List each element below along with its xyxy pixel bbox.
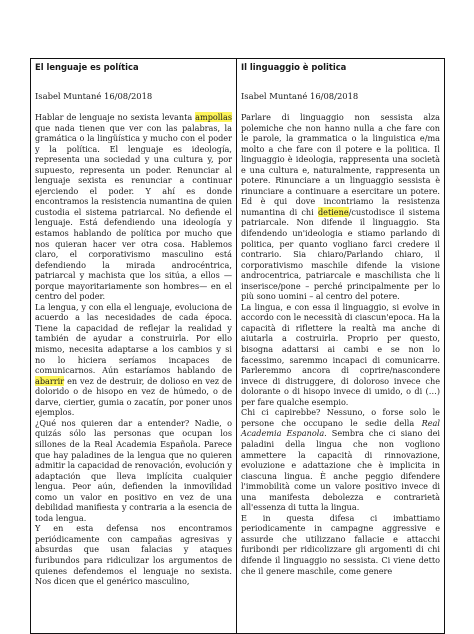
italian-title: Il linguaggio è politica [241, 62, 347, 72]
body-text: ¿Qué nos quieren dar a entender? Nadie, o quizás sólo las personas que ocupan los sillones de la Real Academia Española. Parece que hay paladines de la lengua que no quieren admitir la capacidad de renovación, evolución y adaptación que lleva implícita cualquier lengua. Peor aún, defienden la inmovilidad como un valor en positivo en vez de una debilidad manifiesta y contraria a la esencia de toda lengua. [35, 417, 232, 523]
body-text: E in questa difesa ci imbattiamo periodicamente in campagne aggressive e assurde che utilizzano fallacie e attacchi furibondi per ridicolizzare gli argomenti di chi difende il linguaggio no sessista. Ci viene detto che il genere maschile, come genere [241, 512, 440, 576]
body-text: que nada tienen que ver con las palabras, la gramática o la lingüística y mucho con el poder y la política. El lenguaje es ideología, representa una sociedad y una cultura y, por supuesto, representa un poder. Renunciar al lenguaje sexista es renunciar a continuar ejerciendo el poder. Y ahí es donde encontramos la resistencia numantina de quien custodia el sistema patriarcal. No defiende el lenguaje. Está defendiendo una ideología y estamos hablando de política por mucho que nos quieran hacer ver otra cosa. Hablemos claro, el corporativismo masculino está defendiendo la mirada androcéntrica, patriarcal y machista que los sitúa, a ellos — porque mayoritariamente son hombres— en el centro del poder. [35, 122, 232, 302]
body-text: Chi ci capirebbe? Nessuno, o forse solo le persone che occupano le sedie della [241, 407, 440, 428]
body-text: en vez de destruir, de dolioso en vez de dolorido o de hisopo en vez de húmedo, o de darve, ciertier, gumia o zacatín, por poner unos ejemplos. [35, 375, 232, 418]
italic-text: Real Academia Espanola [241, 417, 440, 439]
highlighted-word: ampollas [195, 112, 232, 122]
paragraph [35, 112, 232, 302]
body-text: La lengua, y con ella el lenguaje, evoluciona de acuerdo a las necesidades de cada época. Tiene la capacidad de reflejar la realidad y también de ayudar a construirla. Por ello mismo, necesita adaptarse a los cambios y si no lo hiciera seríamos incapaces de comunicarnos. Aún estaríamos hablando de [35, 301, 232, 376]
body-text: Y en esta defensa nos encontramos periódicamente con campañas agresivas y absurdas que usan falacias y ataques furibundos para ridiculizar los argumentos de quienes defendemos el lenguaje no sexista. Nos dicen que el genérico masculino, [35, 523, 232, 587]
paragraph [35, 302, 232, 418]
paragraph [241, 513, 440, 576]
paragraph [241, 112, 440, 302]
highlighted-word: abarrir [35, 375, 65, 386]
body-text: /custodisce il sistema patriarcale. Non difende il linguaggio. Sta difendendo un'ideologia e stiamo parlando di politica, per quanto vogliano farci credere il contrario. Sia chiaro/Parlando chiaro, il corporativismo maschile difende la visione androcentrica, patriarcale e maschilista che li inserisce/pone – perché principalmente per lo più sono uomini – al centro del potere. [241, 206, 440, 302]
bilingual-table [30, 58, 445, 634]
italian-column [237, 59, 445, 634]
table-row [31, 59, 445, 634]
spanish-byline: Isabel Muntané 16/08/2018 [35, 91, 153, 101]
spanish-body [35, 112, 232, 587]
body-text: Parlare di linguaggio non sessista alza polemiche che non hanno nulla a che fare con le parole, la grammatica o la linguistica e/ma molto a che fare con il potere e la politica. Il linguaggio è ideologia, rappresenta una società e una cultura e, naturalmente, rappresenta un potere. Rinunciare a un linguaggio sessista è rinunciare a continuare a esercitare un potere. Ed è qui dove incontriamo la resistenza numantina di chi [241, 112, 440, 217]
spanish-column [31, 59, 237, 634]
paragraph [35, 418, 232, 523]
spanish-title: El lenguaje es política [35, 62, 139, 72]
italian-body [241, 112, 440, 576]
italian-byline: Isabel Muntané 16/08/2018 [241, 91, 359, 101]
highlighted-word: detiene [317, 206, 349, 217]
body-text: La lingua, e con essa il linguaggio, si evolve in accordo con le necessità di ciascun'epoca. Ha la capacità di riflettere la realtà ma anche di aiutarla a costruirla. Proprio per questo, bisogna adattarsi ai cambi e se non lo facessimo, saremmo incapaci di comunicarre. Parleremmo ancora di coprire/nascondere invece di distruggere, di doloroso invece che dolorante o di hisopo invece di umido, o di (…) per fare qualche esempio. [241, 301, 440, 407]
paragraph [241, 302, 440, 407]
paragraph [241, 407, 440, 512]
body-text: . Sembra che ci siano dei paladini della lingua che non vogliono ammettere la capacità di rinnovazione, evoluzione e adattazione che è implicita in ciascuna lingua. È anche peggio difendere l'immobilità come un valore positivo invece di una manifesta debolezza e contrarietà all'essenza di tutta la lingua. [241, 428, 441, 513]
body-text: Hablar de lenguaje no sexista levanta [35, 112, 196, 122]
paragraph [35, 523, 232, 586]
